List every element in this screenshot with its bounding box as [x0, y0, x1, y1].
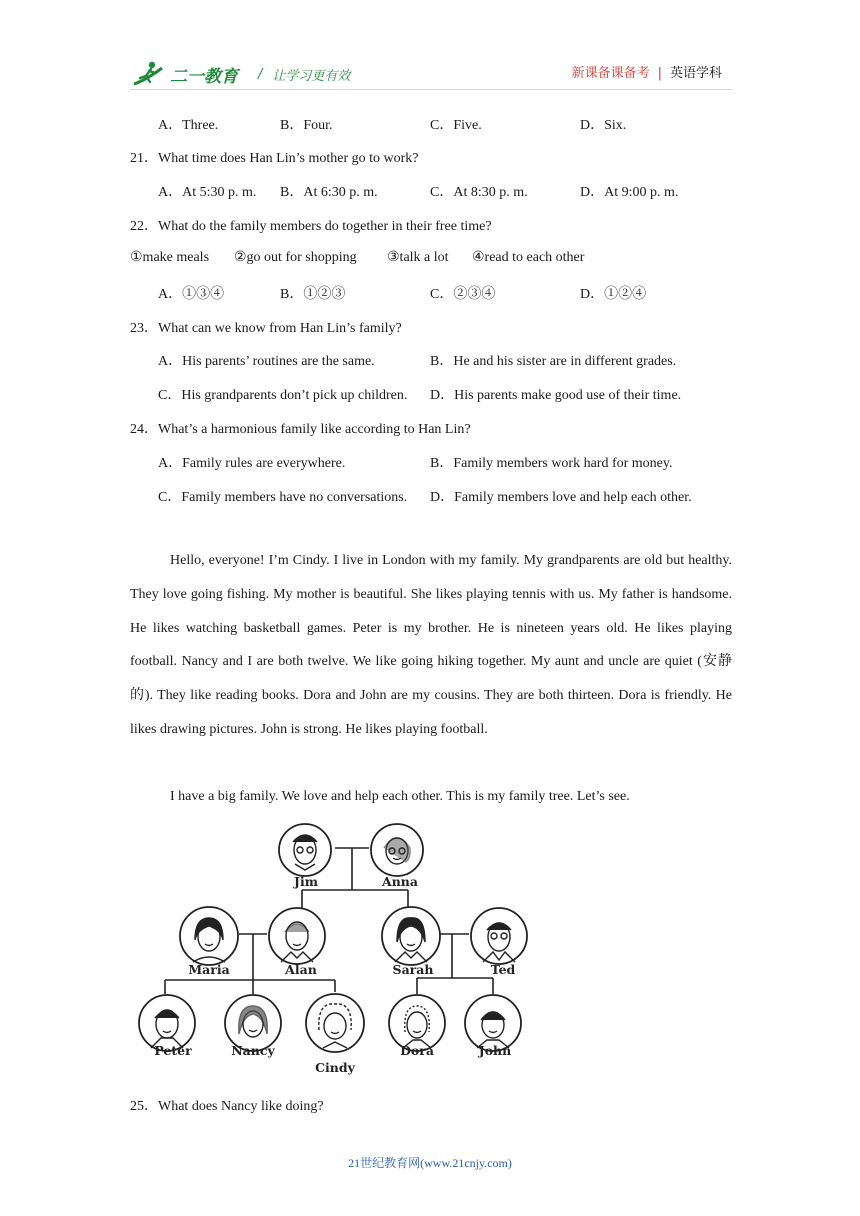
q22-option-c: C．②③④ — [430, 287, 496, 302]
label-nancy: Nancy — [231, 1043, 275, 1058]
portrait-jim — [279, 824, 331, 876]
q24-option-b: B．Family members work hard for money. — [430, 456, 673, 471]
runner-logo-icon — [132, 60, 166, 88]
label-dora: Dora — [400, 1043, 434, 1058]
q20-option-c: C．Five. — [430, 118, 482, 133]
q22-option-d: D．①②④ — [580, 287, 647, 302]
q21-stem: 21．What time does Han Lin’s mother go to work? — [130, 151, 419, 166]
label-sarah: Sarah — [392, 962, 434, 977]
passage-paragraph-2 — [130, 780, 732, 814]
footer-source: 21世纪教育网(www.21cnjy.com) — [348, 1156, 512, 1170]
q22-choice-3: ③talk a lot — [387, 250, 449, 265]
family-tree-figure — [135, 820, 535, 1080]
q24-stem: 24．What’s a harmonious family like according to Han Lin? — [130, 422, 471, 437]
label-peter: Peter — [154, 1043, 192, 1058]
header-brand — [132, 58, 350, 90]
q23-stem: 23．What can we know from Han Lin’s family? — [130, 321, 402, 336]
q21-option-b: B．At 6:30 p. m. — [280, 185, 378, 200]
q24-option-c: C．Family members have no conversations. — [158, 490, 408, 505]
q21-option-c: C．At 8:30 p. m. — [430, 185, 528, 200]
label-john: John — [478, 1043, 512, 1058]
header-divider: | — [657, 66, 662, 81]
q22-choice-2: ②go out for shopping — [234, 250, 357, 265]
q22-choice-1: ①make meals — [130, 250, 210, 265]
logo-text: 二一教育 — [170, 66, 238, 87]
q20-option-a: A．Three. — [158, 118, 219, 133]
q23-option-d: D．His parents make good use of their time. — [430, 388, 682, 403]
q20-option-b: B．Four. — [280, 118, 333, 133]
q23-option-c: C．His grandparents don’t pick up children. — [158, 388, 408, 403]
passage-p1-text: Hello, everyone! I’m Cindy. I live in London with my family. My grandparents are old but healthy. They love going fishing. My mother is beautiful. She likes playing tennis with us. My father is handsome. He likes watching basketball games. Peter is my brother. He is nineteen years old. He likes playing football. Nancy and I are both twelve. We like going hiking together. My aunt and uncle are quiet (安静的). They like reading books. Dora and John are my cousins. They are both thirteen. Dora is friendly. He likes drawing pictures. John is strong. He likes playing football. — [130, 553, 732, 737]
portrait-sarah — [382, 907, 440, 965]
header-slogan: 让学习更有效 — [272, 68, 351, 84]
label-maria: Maria — [188, 962, 230, 977]
q20-option-d: D．Six. — [580, 118, 627, 133]
header-label-prep: 新课备课备考 — [571, 66, 650, 81]
q21-option-a: A．At 5:30 p. m. — [158, 185, 257, 200]
header-slash: / — [258, 66, 263, 82]
q24-option-a: A．Family rules are everywhere. — [158, 456, 346, 471]
passage-paragraph-1 — [130, 544, 732, 747]
label-cindy: Cindy — [315, 1060, 355, 1075]
label-ted: Ted — [490, 962, 516, 977]
portrait-alan — [269, 908, 325, 964]
label-jim: Jim — [294, 874, 318, 889]
q22-choice-4: ④read to each other — [472, 250, 585, 265]
header-subject — [572, 62, 722, 81]
q22-option-b: B．①②③ — [280, 287, 346, 302]
label-anna: Anna — [382, 874, 418, 889]
q23-option-a: A．His parents’ routines are the same. — [158, 354, 375, 369]
q25-stem: 25．What does Nancy like doing? — [130, 1099, 324, 1114]
passage-p2-text: I have a big family. We love and help each other. This is my family tree. Let’s see. — [170, 789, 630, 804]
portrait-ted — [471, 908, 527, 964]
q23-option-b: B．He and his sister are in different grades. — [430, 354, 677, 369]
q22-stem: 22．What do the family members do together in their free time? — [130, 219, 492, 234]
header-label-subject: 英语学科 — [669, 66, 722, 81]
portrait-cindy — [306, 994, 364, 1052]
q21-option-d: D．At 9:00 p. m. — [580, 185, 679, 200]
header-rule — [130, 89, 732, 90]
q22-option-a: A．①③④ — [158, 287, 225, 302]
label-alan: Alan — [285, 962, 317, 977]
q24-option-d: D．Family members love and help each other. — [430, 490, 692, 505]
